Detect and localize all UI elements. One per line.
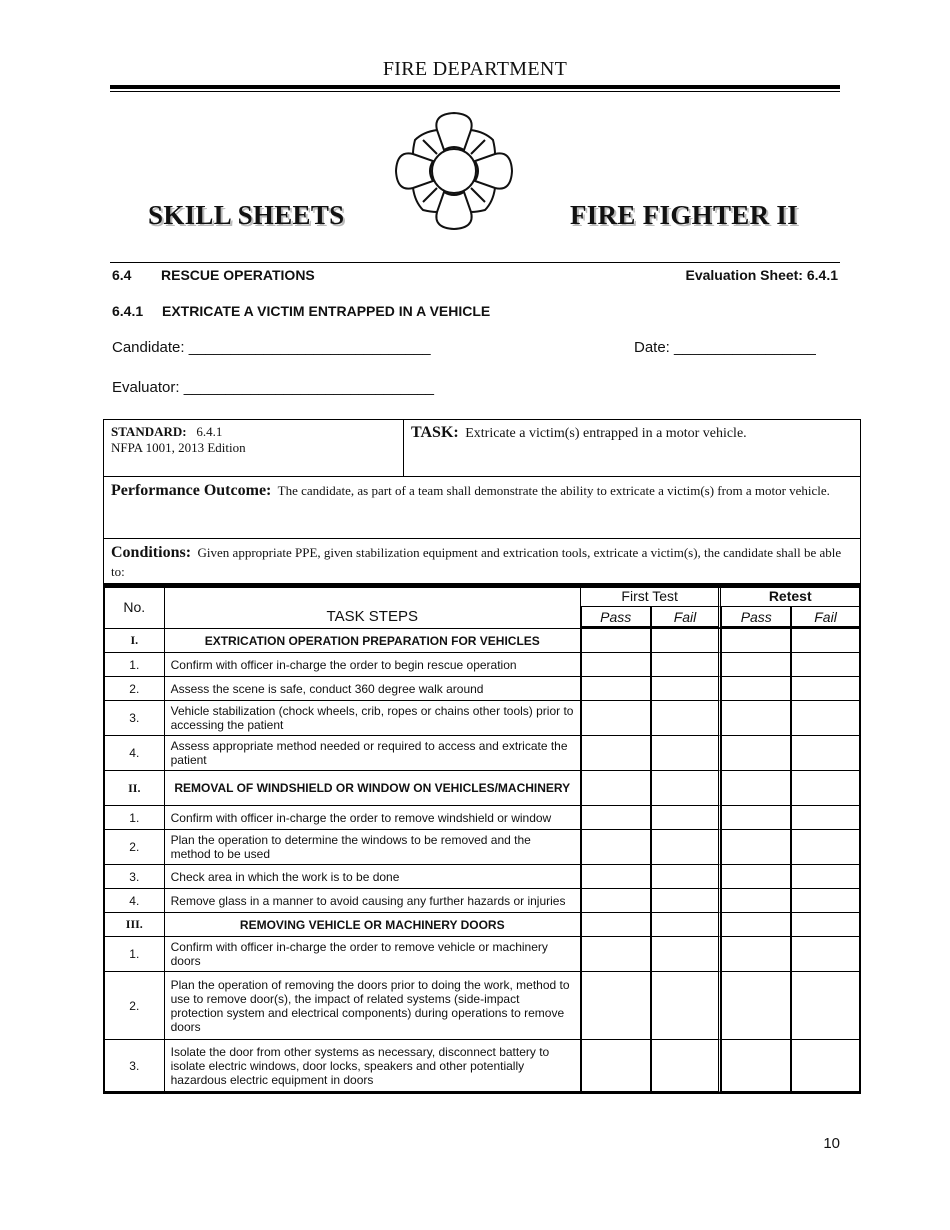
first-fail-box[interactable] [651, 972, 722, 1040]
retest-pass-box[interactable] [721, 629, 791, 653]
retest-fail-box[interactable] [791, 937, 859, 972]
first-pass-box[interactable] [581, 701, 651, 736]
step-text: Assess appropriate method needed or required to access and extricate the patient [165, 736, 581, 771]
table-row [105, 889, 859, 913]
task-steps-table [103, 583, 861, 1094]
retest-fail-box[interactable] [791, 913, 859, 937]
retest-fail-box[interactable] [791, 677, 859, 701]
standard-value: 6.4.1 [196, 424, 223, 439]
retest-pass-box[interactable] [721, 1040, 791, 1092]
table-row [105, 653, 859, 677]
first-pass-box[interactable] [581, 653, 651, 677]
first-fail-box[interactable] [651, 736, 722, 771]
first-fail-box[interactable] [651, 865, 722, 889]
table-row [105, 1040, 859, 1092]
first-fail-box[interactable] [651, 889, 722, 913]
step-number: 3. [105, 865, 165, 889]
step-text: Vehicle stabilization (chock wheels, crib, ropes or chains other tools) prior to accessing the patient [165, 701, 581, 736]
step-text: Confirm with officer in-charge the order to remove windshield or window [165, 806, 581, 830]
conditions-label: Conditions: [111, 544, 192, 561]
fire-fighter-title: FIRE FIGHTER II [570, 200, 799, 230]
task-cell [404, 420, 861, 477]
retest-pass-box[interactable] [721, 937, 791, 972]
first-fail-box[interactable] [651, 771, 722, 806]
standard-label: STANDARD: [111, 424, 187, 439]
first-pass-box[interactable] [581, 913, 651, 937]
first-pass-box[interactable] [581, 1040, 651, 1092]
section-title: REMOVING VEHICLE OR MACHINERY DOORS [165, 913, 581, 937]
subsection-name: EXTRICATE A VICTIM ENTRAPPED IN A VEHICLE [162, 303, 491, 319]
first-fail-box[interactable] [651, 806, 722, 830]
retest-pass-box[interactable] [721, 736, 791, 771]
retest-fail-box[interactable] [791, 889, 859, 913]
step-number: I. [105, 629, 165, 653]
evaluator-field[interactable]: Evaluator: ______________________________ [112, 379, 434, 396]
section-number: 6.4 [112, 267, 132, 283]
retest-fail-box[interactable] [791, 865, 859, 889]
step-text: Isolate the door from other systems as necessary, disconnect battery to isolate electric windows, door locks, speakers and other potentially hazardous electric equipment in doors [165, 1040, 581, 1092]
conditions-cell [104, 539, 861, 587]
section-row [105, 913, 859, 937]
retest-header: Retest [721, 585, 859, 607]
retest-fail-box[interactable] [791, 972, 859, 1040]
performance-outcome-cell [104, 477, 861, 539]
skill-sheets-title: SKILL SHEETS [148, 200, 345, 230]
first-pass-box[interactable] [581, 865, 651, 889]
retest-pass-box[interactable] [721, 806, 791, 830]
first-pass-header: Pass [581, 607, 651, 629]
maltese-cross-icon [393, 110, 515, 232]
step-number: 2. [105, 677, 165, 701]
first-pass-box[interactable] [581, 972, 651, 1040]
table-row [105, 806, 859, 830]
retest-fail-box[interactable] [791, 830, 859, 865]
date-field[interactable]: Date: _________________ [634, 339, 816, 356]
step-number: III. [105, 913, 165, 937]
retest-fail-box[interactable] [791, 629, 859, 653]
first-pass-box[interactable] [581, 771, 651, 806]
first-fail-box[interactable] [651, 913, 722, 937]
first-pass-box[interactable] [581, 629, 651, 653]
conditions-value: Given appropriate PPE, given stabilization equipment and extrication tools, extricate a victim(s), the candidate shall be able to: [111, 545, 842, 579]
section-row [105, 629, 859, 653]
table-row [105, 830, 859, 865]
section-name: RESCUE OPERATIONS [161, 267, 315, 283]
table-row [105, 701, 859, 736]
standard-edition: NFPA 1001, 2013 Edition [111, 440, 246, 455]
task-label: TASK: [411, 424, 459, 441]
section-title: REMOVAL OF WINDSHIELD OR WINDOW ON VEHICLES/MACHINERY [165, 771, 581, 806]
candidate-field[interactable]: Candidate: _____________________________ [112, 339, 431, 356]
retest-pass-box[interactable] [721, 771, 791, 806]
step-text: Plan the operation to determine the windows to be removed and the method to be used [165, 830, 581, 865]
first-pass-box[interactable] [581, 937, 651, 972]
step-number: 2. [105, 972, 165, 1040]
step-text: Check area in which the work is to be done [165, 865, 581, 889]
first-fail-box[interactable] [651, 937, 722, 972]
table-row [105, 937, 859, 972]
evaluation-sheet-label: Evaluation Sheet: 6.4.1 [685, 267, 838, 283]
header-rule-thin [110, 91, 840, 92]
section-row [105, 771, 859, 806]
table-row [105, 736, 859, 771]
step-text: Confirm with officer in-charge the order to remove vehicle or machinery doors [165, 937, 581, 972]
step-number: 1. [105, 653, 165, 677]
table-row [105, 677, 859, 701]
step-text: Plan the operation of removing the doors prior to doing the work, method to use to remove door(s), the impact of related systems (side-impact protection system and electrical components) during operations to remove doors [165, 972, 581, 1040]
retest-pass-box[interactable] [721, 913, 791, 937]
standard-cell [104, 420, 404, 477]
section-title: EXTRICATION OPERATION PREPARATION FOR VEHICLES [165, 629, 581, 653]
table-row [105, 865, 859, 889]
department-heading: FIRE DEPARTMENT [382, 58, 568, 80]
step-number: 2. [105, 830, 165, 865]
retest-pass-box[interactable] [721, 972, 791, 1040]
retest-fail-header: Fail [791, 607, 859, 629]
step-number: 3. [105, 701, 165, 736]
step-number: 4. [105, 736, 165, 771]
step-number: 4. [105, 889, 165, 913]
first-fail-box[interactable] [651, 653, 722, 677]
first-fail-box[interactable] [651, 629, 722, 653]
first-fail-box[interactable] [651, 701, 722, 736]
retest-pass-box[interactable] [721, 677, 791, 701]
retest-pass-box[interactable] [721, 889, 791, 913]
retest-pass-box[interactable] [721, 865, 791, 889]
retest-pass-header: Pass [721, 607, 791, 629]
table-row [105, 972, 859, 1040]
first-fail-box[interactable] [651, 677, 722, 701]
retest-fail-box[interactable] [791, 771, 859, 806]
retest-fail-box[interactable] [791, 736, 859, 771]
retest-pass-box[interactable] [721, 830, 791, 865]
first-pass-box[interactable] [581, 806, 651, 830]
outcome-label: Performance Outcome: [111, 482, 272, 499]
step-number: 1. [105, 806, 165, 830]
step-text: Confirm with officer in-charge the order to begin rescue operation [165, 653, 581, 677]
retest-fail-box[interactable] [791, 806, 859, 830]
first-test-header: First Test [581, 585, 722, 607]
first-fail-box[interactable] [651, 830, 722, 865]
col-no-header: No. [105, 585, 165, 629]
first-fail-header: Fail [651, 607, 722, 629]
header-rule [110, 85, 840, 89]
retest-fail-box[interactable] [791, 653, 859, 677]
col-steps-header: TASK STEPS [165, 585, 581, 629]
retest-fail-box[interactable] [791, 1040, 859, 1092]
step-number: 1. [105, 937, 165, 972]
first-pass-box[interactable] [581, 736, 651, 771]
standard-info-table [103, 419, 861, 588]
retest-pass-box[interactable] [721, 653, 791, 677]
page-number: 10 [823, 1135, 840, 1152]
title-rule [110, 262, 840, 263]
outcome-value: The candidate, as part of a team shall demonstrate the ability to extricate a victim(s) from a motor vehicle. [277, 483, 830, 498]
retest-pass-box[interactable] [721, 701, 791, 736]
step-number: II. [105, 771, 165, 806]
step-text: Remove glass in a manner to avoid causing any further hazards or injuries [165, 889, 581, 913]
first-fail-box[interactable] [651, 1040, 722, 1092]
step-text: Assess the scene is safe, conduct 360 degree walk around [165, 677, 581, 701]
subsection-number: 6.4.1 [112, 303, 144, 319]
first-pass-box[interactable] [581, 830, 651, 865]
step-number: 3. [105, 1040, 165, 1092]
first-pass-box[interactable] [581, 889, 651, 913]
retest-fail-box[interactable] [791, 701, 859, 736]
task-value: Extricate a victim(s) entrapped in a motor vehicle. [465, 426, 747, 441]
first-pass-box[interactable] [581, 677, 651, 701]
